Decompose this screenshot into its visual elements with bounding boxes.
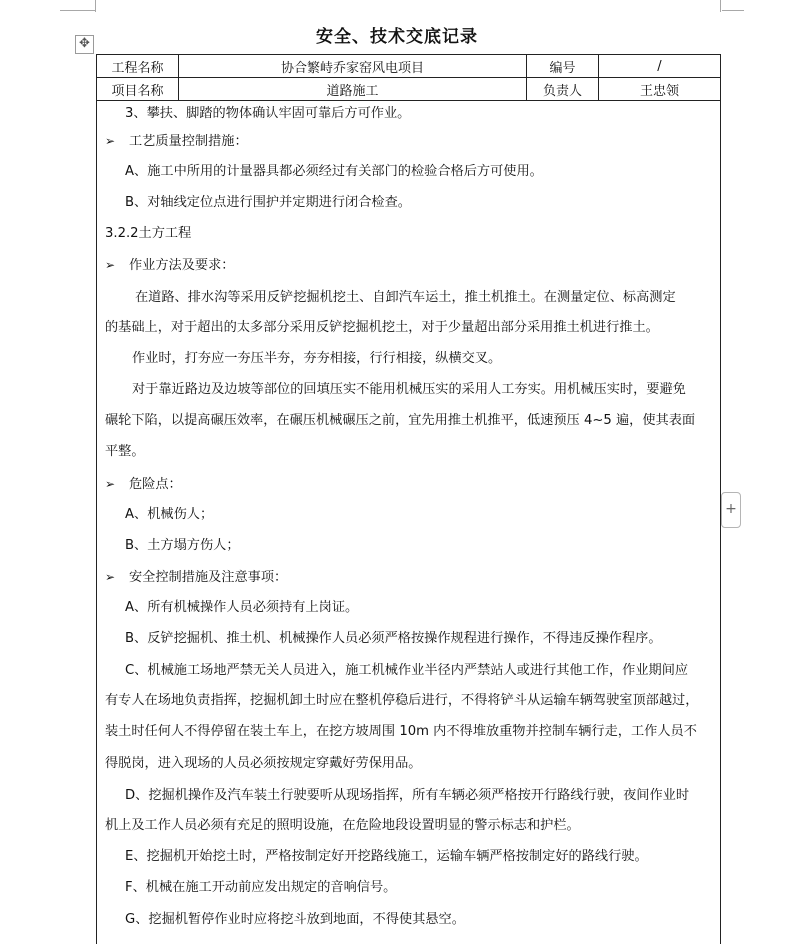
body-line: E、挖掘机开始挖土时，严格按制定好开挖路线施工，运输车辆严格按制定好的路线行驶。 <box>125 849 648 864</box>
body-line: A、施工中所用的计量器具都必须经过有关部门的检验合格后方可使用。 <box>125 164 543 179</box>
body-line: 的基础上，对于超出的太多部分采用反铲挖掘机挖土，对于少量超出部分采用推土机进行推土。 <box>105 320 659 335</box>
body-line: C、机械施工场地严禁无关人员进入，施工机械作业半径内严禁站人或进行其他工作，作业期间应 <box>125 663 689 678</box>
header-row-1 <box>97 55 721 78</box>
number-label: 编号 <box>527 55 599 78</box>
arrow-bullet-icon: ➢ <box>105 258 116 272</box>
body-line: 机上及工作人员必须有充足的照明设施，在危险地段设置明显的警示标志和护栏。 <box>105 818 580 833</box>
table-move-handle-icon[interactable]: ✥ <box>75 35 94 54</box>
number-value[interactable]: / <box>599 55 721 78</box>
body-heading-text: 危险点： <box>129 477 182 492</box>
body-line: 有专人在场地负责指挥，挖掘机卸土时应在整机停稳后进行，不得将铲斗从运输车辆驾驶室顶部越过， <box>105 693 699 708</box>
section-heading: 3.2.2土方工程 <box>105 226 192 241</box>
body-line: A、所有机械操作人员必须持有上岗证。 <box>125 600 359 615</box>
body-line: 对于靠近路边及边坡等部位的回填压实不能用机械压实的采用人工夯实。用机械压实时，要避免 <box>132 382 686 397</box>
body-line: A、机械伤人； <box>125 507 214 522</box>
item-name-label: 项目名称 <box>97 78 179 101</box>
crop-mark-top-left-horizontal <box>60 10 95 11</box>
body-line: B、土方塌方伤人； <box>125 538 240 553</box>
body-line: D、挖掘机操作及汽车装土行驶要听从现场指挥，所有车辆必须严格按开行路线行驶，夜间作业时 <box>125 788 690 803</box>
project-name-label: 工程名称 <box>97 55 179 78</box>
crop-mark-top-right <box>720 0 721 12</box>
body-heading-text: 作业方法及要求： <box>129 258 235 273</box>
project-name-value[interactable]: 协合繁峙乔家窑风电项目 <box>179 55 527 78</box>
document-title: 安全、技术交底记录 <box>316 27 478 47</box>
document-body[interactable] <box>96 101 721 944</box>
header-row-2 <box>97 78 721 101</box>
body-line: F、机械在施工开动前应发出规定的音响信号。 <box>125 880 397 895</box>
body-heading <box>105 568 728 587</box>
body-heading-text: 安全控制措施及注意事项： <box>129 570 288 585</box>
body-line: B、对轴线定位点进行围护并定期进行闭合检查。 <box>125 195 411 210</box>
body-line: 3、攀扶、脚踏的物体确认牢固可靠后方可作业。 <box>125 106 411 121</box>
header-table <box>96 54 721 101</box>
body-line: 平整。 <box>105 444 145 459</box>
responsible-label: 负责人 <box>527 78 599 101</box>
crop-mark-top-left <box>95 0 96 12</box>
body-line: G、挖掘机暂停作业时应将挖斗放到地面，不得使其悬空。 <box>125 912 465 927</box>
body-line: B、反铲挖掘机、推土机、机械操作人员必须严格按操作规程进行操作，不得违反操作程序。 <box>125 631 662 646</box>
add-row-plus-icon[interactable]: + <box>721 492 741 528</box>
body-line: 装土时任何人不得停留在装土车上，在挖方坡周围 10m 内不得堆放重物并控制车辆行走，工作人员不 <box>105 724 697 739</box>
body-line: 作业时，打夯应一夯压半夯，夯夯相接，行行相接，纵横交叉。 <box>132 351 502 366</box>
arrow-bullet-icon: ➢ <box>105 134 116 148</box>
item-name-value[interactable]: 道路施工 <box>179 78 527 101</box>
arrow-bullet-icon: ➢ <box>105 570 116 584</box>
body-heading-text: 工艺质量控制措施： <box>129 134 248 149</box>
responsible-value[interactable]: 王忠领 <box>599 78 721 101</box>
body-heading <box>105 132 728 151</box>
body-line: 得脱岗，进入现场的人员必须按规定穿戴好劳保用品。 <box>105 756 422 771</box>
crop-mark-top-right-horizontal <box>722 10 744 11</box>
body-heading <box>105 475 728 494</box>
body-line: 碾轮下陷，以提高碾压效率，在碾压机械碾压之前，宜先用推土机推平，低速预压 4~5 遍，使其表面 <box>105 413 696 428</box>
body-line: 在道路、排水沟等采用反铲挖掘机挖土、自卸汽车运土，推土机推土。在测量定位、标高测定 <box>135 290 676 305</box>
arrow-bullet-icon: ➢ <box>105 477 116 491</box>
body-heading <box>105 256 728 275</box>
